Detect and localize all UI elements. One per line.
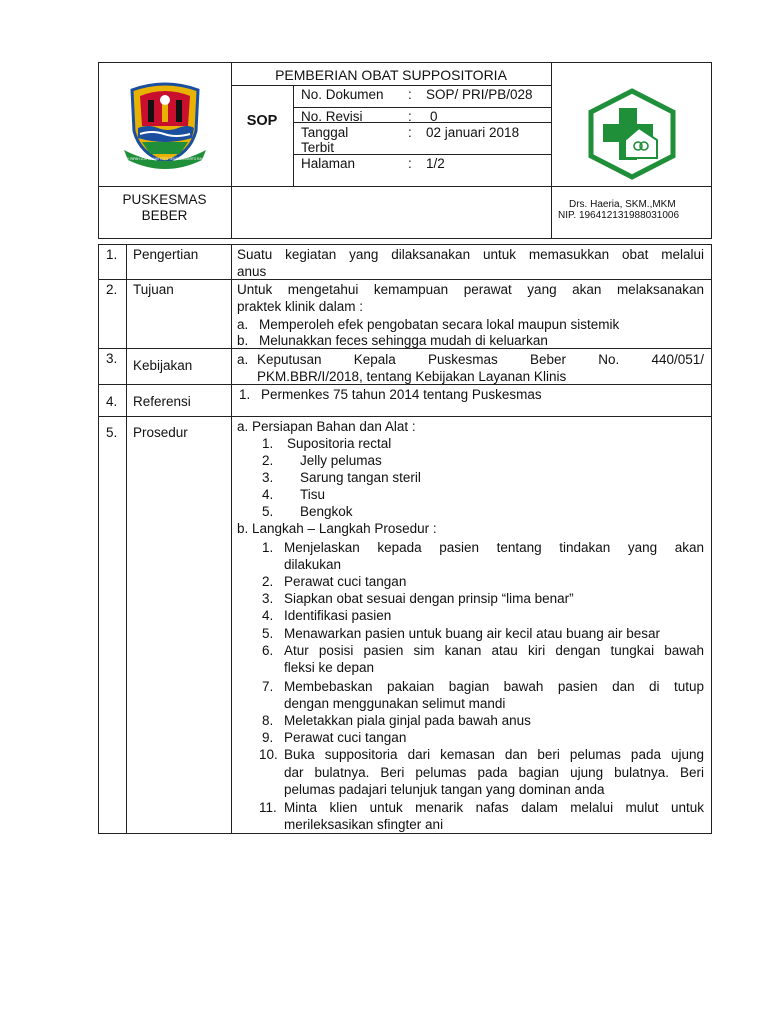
puskesmas-logo [587,88,677,180]
step-number: 8. [262,713,274,728]
section-title: Referensi [133,394,191,409]
material-item: Bengkok [300,504,353,519]
section-title: Prosedur [133,425,188,440]
section-title: Tujuan [133,282,174,297]
step-text: pelumas padajari telunjuk tangan yang dominan anda [284,782,605,797]
section-text: Suatu kegiatan yang dilaksanakan untuk memasukkan obat melalui [237,247,704,262]
list-marker: b. [237,333,249,348]
step-number: 5. [262,626,274,641]
step-text: Menjelaskan kepada pasien tentang tindakan yang akan [284,540,704,555]
document-title: PEMBERIAN OBAT SUPPOSITORIA [275,67,507,83]
material-number: 4. [262,487,274,502]
section-text: praktek klinik dalam : [237,299,364,314]
subsection-heading: b. Langkah – Langkah Prosedur : [237,521,437,536]
step-text: Menawarkan pasien untuk buang air kecil atau buang air besar [284,626,660,641]
header-divider [551,62,552,239]
step-number: 4. [262,608,274,623]
list-marker: a. [237,352,249,367]
step-text: Minta klien untuk menarik nafas dalam melalui mulut untuk [284,800,704,815]
list-item: Melunakkan feces sehingga mudah di keluarkan [259,333,548,348]
step-text: dar bulatnya. Beri pelumas pada bagian ujung bulatnya. Beri [284,765,704,780]
step-text: dengan menggunakan selimut mandi [284,696,506,711]
step-text: merileksasikan sfingter ani [284,817,444,832]
step-text: Siapkan obat sesuai dengan prinsip “lima benar” [284,591,574,606]
issue-date-label: Tanggal [301,125,349,140]
header-divider [231,62,232,239]
header-divider [98,186,712,187]
material-item: Supositoria rectal [287,436,392,451]
subsection-heading: a. Persiapan Bahan dan Alat : [237,419,416,434]
section-text: Keputusan Kepala Puskesmas Beber No. 440/051/ [257,352,704,367]
table-divider [98,279,712,280]
step-number: 7. [262,679,274,694]
emblem-banner-text: GEMAH RIPAH LOH JINAWI TOTO TENTREM KERTO RAHARJO [118,157,212,161]
org-name: PUSKESMAS [122,192,207,207]
issue-date-sep: : [408,125,412,140]
step-text: dilakukan [284,557,342,572]
page-value: 1/2 [426,156,445,171]
step-number: 1. [262,540,274,555]
section-text: anus [237,264,267,279]
issue-date-label-2: Terbit [301,140,335,155]
doc-number-value: SOP/ PRI/PB/028 [426,87,533,102]
section-number: 1. [106,247,118,262]
step-number: 9. [262,730,274,745]
org-name-line2: BEBER [141,208,188,223]
material-number: 1. [262,436,274,451]
material-number: 5. [262,504,274,519]
list-item: Memperoleh efek pengobatan secara lokal maupun sistemik [259,317,620,332]
doc-number-label: No. Dokumen [301,87,384,102]
step-number: 2. [262,574,274,589]
revision-sep: : [408,109,412,124]
signer-nip: NIP. 196412131988031006 [558,210,680,221]
step-text: Membebaskan pakaian bagian bawah pasien dan di tutup [284,679,704,694]
section-text: PKM.BBR/I/2018, tentang Kebijakan Layanan Klinis [257,369,567,384]
step-number: 6. [262,643,274,658]
step-text: Atur posisi pasien sim kanan atau kiri dengan tungkai bawah [284,643,704,658]
section-number: 5. [106,425,118,440]
step-text: Identifikasi pasien [284,608,392,623]
regional-emblem [118,76,212,174]
step-number: 3. [262,591,274,606]
material-item: Tisu [300,487,326,502]
revision-label: No. Revisi [301,109,363,124]
page-sep: : [408,156,412,171]
section-text: Permenkes 75 tahun 2014 tentang Puskesmas [261,387,542,402]
list-marker: 1. [239,387,251,402]
section-number: 3. [106,351,118,366]
step-text: Buka suppositoria dari kemasan dan beri pelumas pada ujung [284,747,704,762]
material-number: 2. [262,453,274,468]
section-text: Untuk mengetahui kemampuan perawat yang akan melaksanakan [237,282,704,297]
list-marker: a. [237,317,249,332]
page-label: Halaman [301,156,356,171]
signer-name: Drs. Haeria, SKM.,MKM [569,199,676,210]
step-number: 11. [259,800,277,815]
section-number: 2. [106,282,118,297]
table-divider [126,244,127,834]
issue-date-value: 02 januari 2018 [426,125,520,140]
step-text: Meletakkan piala ginjal pada bawah anus [284,713,531,728]
header-divider [293,85,294,186]
material-number: 3. [262,470,274,485]
step-text: fleksi ke depan [284,660,375,675]
sop-label: SOP [246,113,278,129]
table-divider [231,244,232,834]
material-item: Jelly pelumas [300,453,382,468]
material-item: Sarung tangan steril [300,470,421,485]
table-divider [98,416,712,417]
doc-number-sep: : [408,87,412,102]
section-title: Kebijakan [133,358,193,373]
step-text: Perawat cuci tangan [284,730,407,745]
step-number: 10. [259,747,278,762]
step-text: Perawat cuci tangan [284,574,407,589]
revision-value: 0 [430,109,438,124]
section-number: 4. [106,394,118,409]
section-title: Pengertian [133,247,199,262]
